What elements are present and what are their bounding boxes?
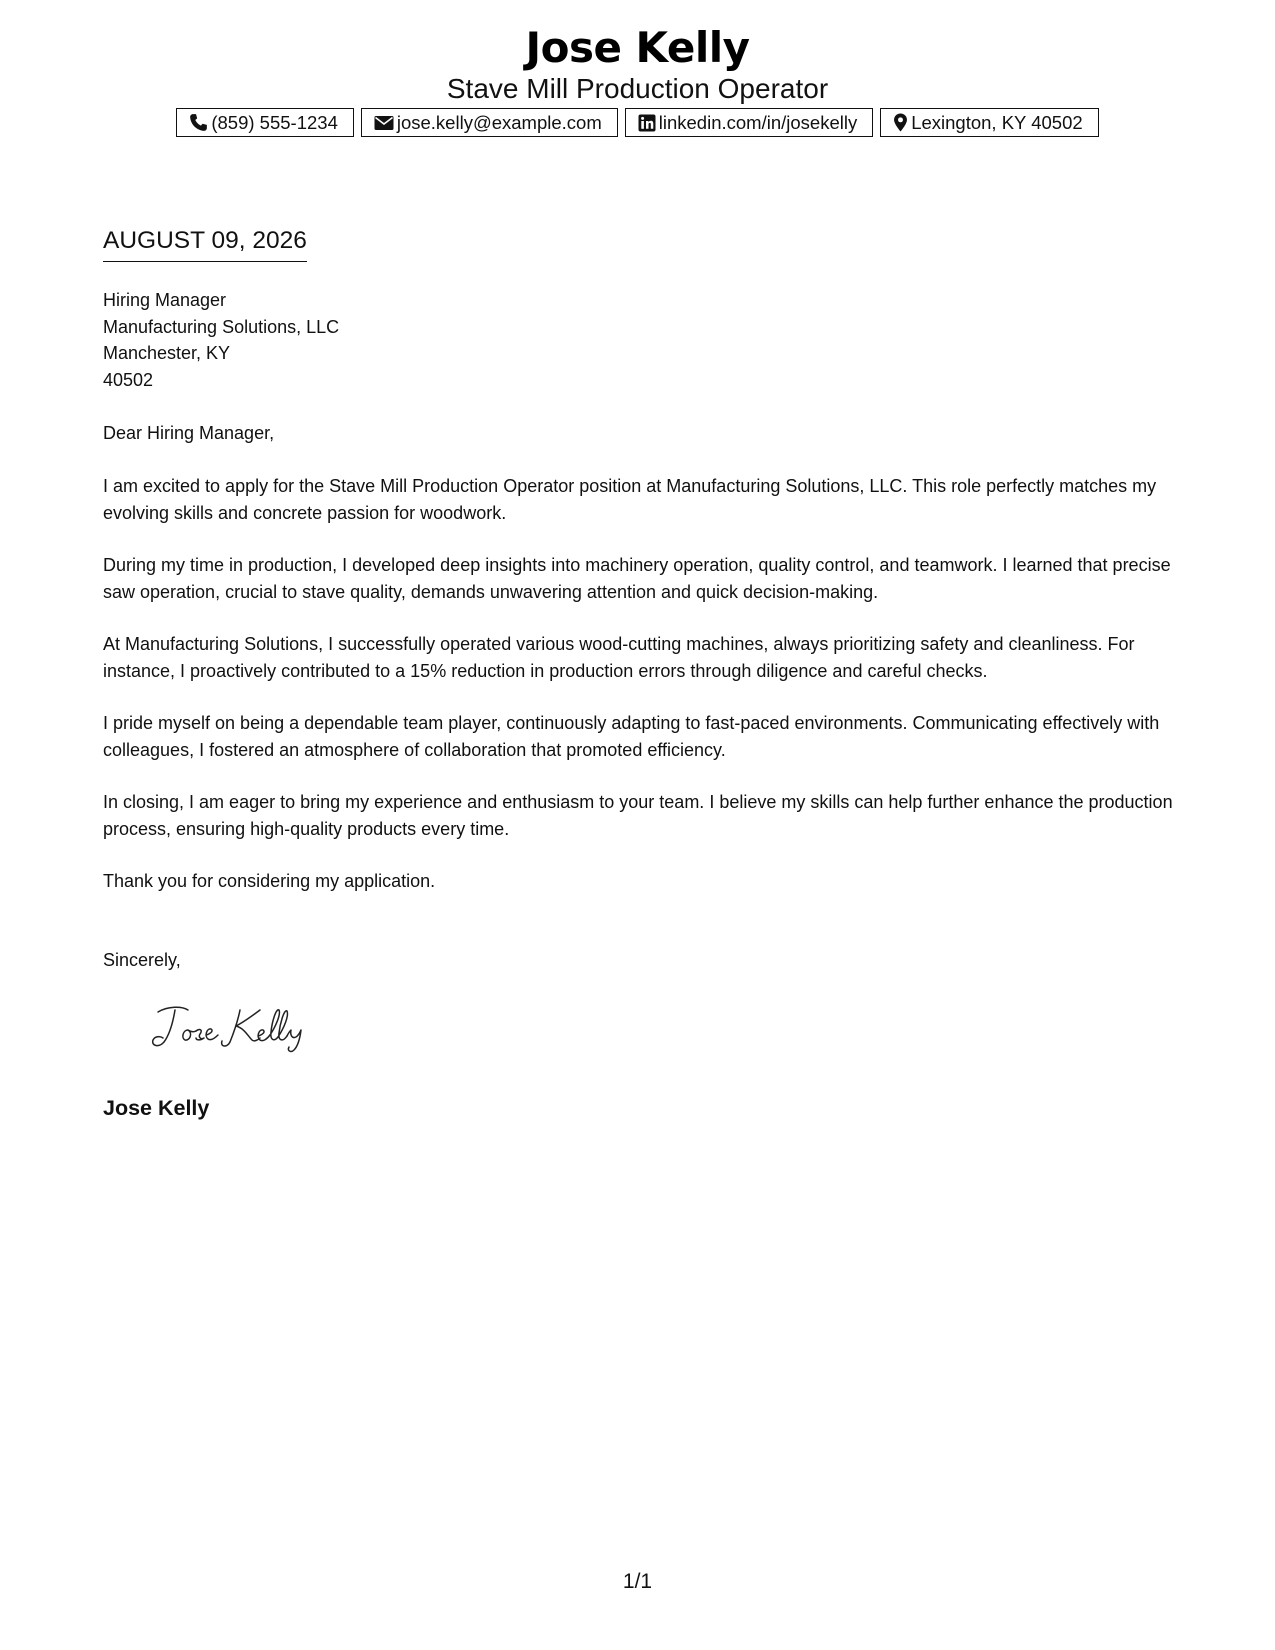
body-paragraph: At Manufacturing Solutions, I successfully operated various wood-cutting machines, always prioritizing safety and cleanliness. For instance, I proactively contributed to a 15% reduction in production errors through diligence and careful checks.	[103, 634, 1135, 681]
contact-email-text: jose.kelly@example.com	[396, 111, 602, 133]
contact-linkedin[interactable]	[625, 108, 873, 137]
contact-linkedin-text: linkedin.com/in/josekelly	[658, 111, 858, 133]
letter-body	[103, 473, 1183, 921]
recipient-line: 40502	[103, 369, 154, 390]
body-paragraph: Thank you for considering my application.	[103, 871, 436, 891]
contact-phone[interactable]	[176, 108, 354, 137]
contact-email[interactable]	[361, 108, 618, 137]
page-number: 1/1	[622, 1570, 653, 1593]
linkedin-icon	[638, 114, 656, 132]
letter-header	[0, 22, 1275, 137]
letter-closing: Sincerely,	[103, 950, 181, 970]
applicant-name: Jose Kelly	[525, 23, 750, 72]
applicant-job-title: Stave Mill Production Operator	[446, 73, 829, 104]
body-paragraph: I am excited to apply for the Stave Mill Production Operator position at Manufacturing Solutions, LLC. This role perfectly matches my evolving skills and concrete passion for woodwork.	[103, 476, 1157, 523]
letter-greeting: Dear Hiring Manager,	[103, 423, 275, 443]
handwritten-signature	[148, 1002, 318, 1054]
recipient-block	[103, 287, 1183, 393]
signed-name: Jose Kelly	[103, 1096, 210, 1120]
body-paragraph: In closing, I am eager to bring my experience and enthusiasm to your team. I believe my skills can help further enhance the production process, ensuring high-quality products every time.	[103, 792, 1173, 839]
contact-location[interactable]	[880, 108, 1098, 137]
map-pin-icon	[893, 113, 908, 132]
envelope-icon	[374, 115, 394, 131]
recipient-line: Hiring Manager	[103, 290, 227, 310]
contact-phone-text: (859) 555-1234	[211, 111, 338, 133]
body-paragraph: I pride myself on being a dependable team player, continuously adapting to fast-paced environments. Communicating effectively with colleagues, I fostered an atmosphere of collaboration that promoted efficiency.	[103, 713, 1160, 760]
contact-bar	[0, 108, 1275, 137]
recipient-line: Manufacturing Solutions, LLC	[103, 316, 340, 337]
body-paragraph: During my time in production, I developed deep insights into machinery operation, quality control, and teamwork. I learned that precise saw operation, crucial to stave quality, demands unwavering attention and quick decision-making.	[103, 555, 1171, 602]
letter-date: AUGUST 09, 2026	[103, 226, 307, 262]
contact-location-text: Lexington, KY 40502	[911, 111, 1083, 133]
phone-icon	[189, 113, 208, 132]
recipient-line: Manchester, KY	[103, 343, 231, 363]
